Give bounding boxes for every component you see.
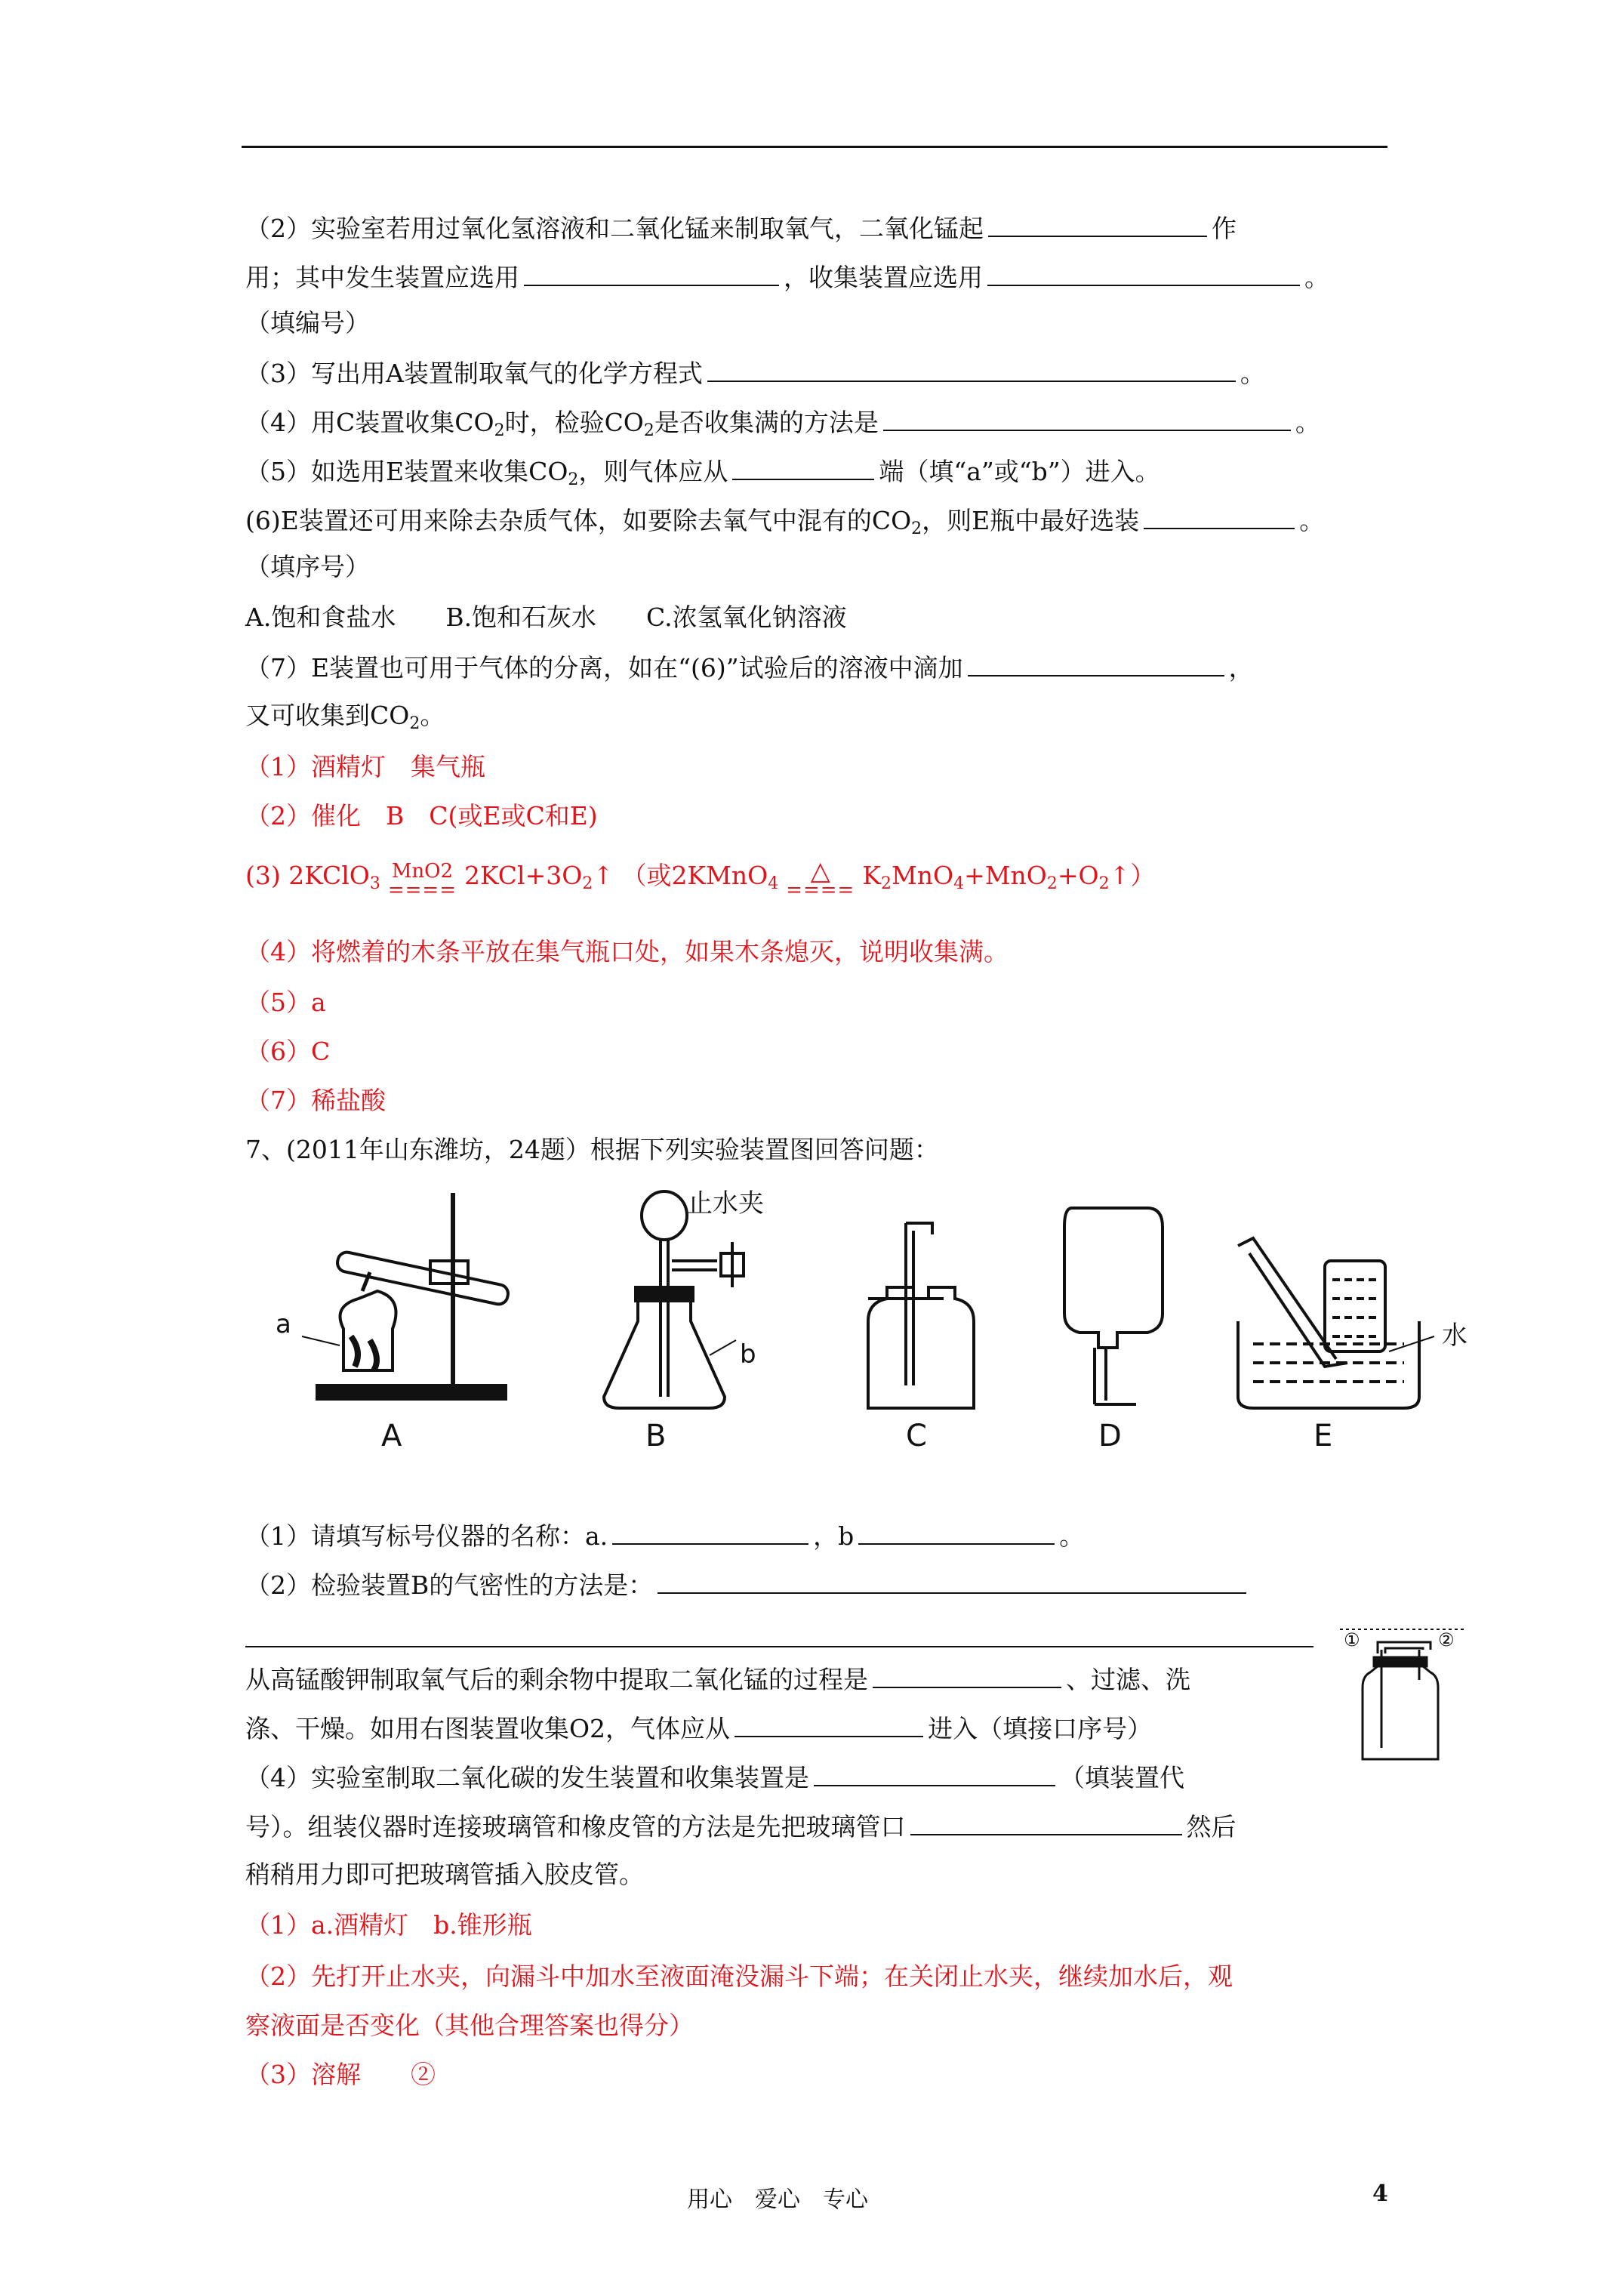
answer-blank[interactable] (707, 355, 1236, 382)
answer-5: （5）a (245, 988, 326, 1017)
answer-6: （6）C (245, 1037, 331, 1066)
apparatus-c-icon (868, 1223, 974, 1408)
label-E: E (1313, 1419, 1333, 1453)
q7-part4-line2: 号）。组装仪器时连接玻璃管和橡皮管的方法是先把玻璃管口 然后 (245, 1808, 1236, 1845)
answer-blank[interactable] (612, 1518, 808, 1545)
q7-part4-line3: 稍稍用力即可把玻璃管插入胶皮管。 (245, 1860, 644, 1889)
answer-blank[interactable] (987, 259, 1300, 286)
answer-blank[interactable] (1144, 502, 1295, 529)
answer-4: （4）将燃着的木条平放在集气瓶口处，如果木条熄灭，说明收集满。 (245, 937, 1009, 966)
port-2-label: ② (1438, 1629, 1455, 1650)
answer-blank[interactable] (814, 1759, 1055, 1786)
answer-2: （2）催化 B C(或E或C和E) (245, 801, 598, 831)
answer-blank[interactable] (968, 649, 1224, 676)
apparatus-figure (249, 1178, 1532, 1457)
question-7-title: 7、(2011年山东潍坊，24题）根据下列实验装置图回答问题： (245, 1135, 939, 1164)
collection-bottle-figure (1336, 1627, 1472, 1771)
footer-motto: 用心 爱心 专心 (687, 2187, 868, 2213)
answer-line-full[interactable] (245, 1646, 1313, 1647)
apparatus-e-icon (1238, 1238, 1434, 1408)
q3-line: （3）写出用A装置制取氧气的化学方程式 。 (245, 355, 1265, 391)
header-rule (242, 146, 1387, 148)
answer-3-equation: (3) 2KClO$_3$ MnO2 ==== $2KCl+3O_2↑$ （或2KMnO$_4$ △ ==== $K_2MnO_4+MnO_2+O_2↑$） (245, 856, 1156, 901)
q2-line3: （填编号） (245, 308, 370, 337)
page-number: 4 (1372, 2180, 1388, 2207)
answer-blank[interactable] (524, 259, 779, 286)
label-b: b (740, 1339, 756, 1370)
label-C: C (906, 1419, 927, 1453)
apparatus-b-icon (604, 1191, 744, 1408)
q7-part4-line1: （4）实验室制取二氧化碳的发生装置和收集装置是 （填装置代 (245, 1759, 1184, 1795)
q7-line2: 又可收集到$CO_2$。 (245, 701, 445, 733)
label-a: a (276, 1309, 291, 1339)
answer-blank[interactable] (732, 453, 874, 480)
answer-blank[interactable] (883, 404, 1291, 431)
answer-blank[interactable] (735, 1710, 923, 1737)
answer-blank[interactable] (858, 1518, 1055, 1545)
q7-answer-3: （3）溶解 ② (245, 2060, 436, 2089)
apparatus-d-icon (1064, 1208, 1163, 1404)
q7-part3-line2: 涤、干燥。如用右图装置收集O2，气体应从 进入（填接口序号） (245, 1710, 1152, 1746)
q7-answer-1: （1）a.酒精灯 b.锥形瓶 (245, 1910, 532, 1940)
heat-condition: △ ==== (786, 856, 855, 901)
label-B: B (645, 1419, 667, 1453)
label-water: 水 (1442, 1321, 1467, 1351)
port-1-label: ① (1344, 1629, 1360, 1650)
q7-line: （7）E装置也可用于气体的分离，如在“(6)”试验后的溶液中滴加 ， (245, 649, 1254, 686)
label-clamp: 止水夹 (687, 1188, 764, 1219)
answer-blank[interactable] (988, 210, 1207, 237)
apparatus-a-icon (302, 1193, 510, 1399)
q4-line: （4）用C装置收集$CO_2$时，检验$CO_2$是否收集满的方法是 。 (245, 404, 1320, 440)
q2-line1: （2）实验室若用过氧化氢溶液和二氧化锰来制取氧气，二氧化锰起 作 (245, 210, 1236, 246)
q7-answer-2-line1: （2）先打开止水夹，向漏斗中加水至液面淹没漏斗下端；在关闭止水夹，继续加水后，观 (245, 1962, 1233, 1991)
q2-line2: 用；其中发生装置应选用 ，收集装置应选用 。 (245, 259, 1329, 295)
q6-line: (6)E装置还可用来除去杂质气体，如要除去氧气中混有的$CO_2$，则E瓶中最好选装 。 (245, 502, 1324, 538)
answer-blank[interactable] (873, 1661, 1061, 1688)
answer-7: （7）稀盐酸 (245, 1086, 386, 1115)
label-A: A (381, 1419, 402, 1453)
reaction-condition: MnO2 ==== (387, 860, 457, 901)
answer-blank[interactable] (658, 1567, 1246, 1594)
q7-part2: （2）检验装置B的气密性的方法是： (245, 1567, 1251, 1603)
label-D: D (1098, 1419, 1122, 1453)
q6-line2: （填序号） (245, 552, 370, 581)
q5-line: （5）如选用E装置来收集$CO_2$，则气体应从 端（填“a”或“b”）进入。 (245, 453, 1160, 489)
answer-1: （1）酒精灯 集气瓶 (245, 752, 485, 781)
q7-answer-2-line2: 察液面是否变化（其他合理答案也得分） (245, 2011, 694, 2040)
q7-part1: （1）请填写标号仪器的名称：a. ，b 。 (245, 1518, 1084, 1554)
answer-blank[interactable] (910, 1808, 1182, 1835)
q7-part3-line1: 从高锰酸钾制取氧气后的剩余物中提取二氧化锰的过程是 、过滤、洗 (245, 1661, 1190, 1697)
q6-options: A.饱和食盐水 B.饱和石灰水 C.浓氢氧化钠溶液 (245, 603, 847, 632)
